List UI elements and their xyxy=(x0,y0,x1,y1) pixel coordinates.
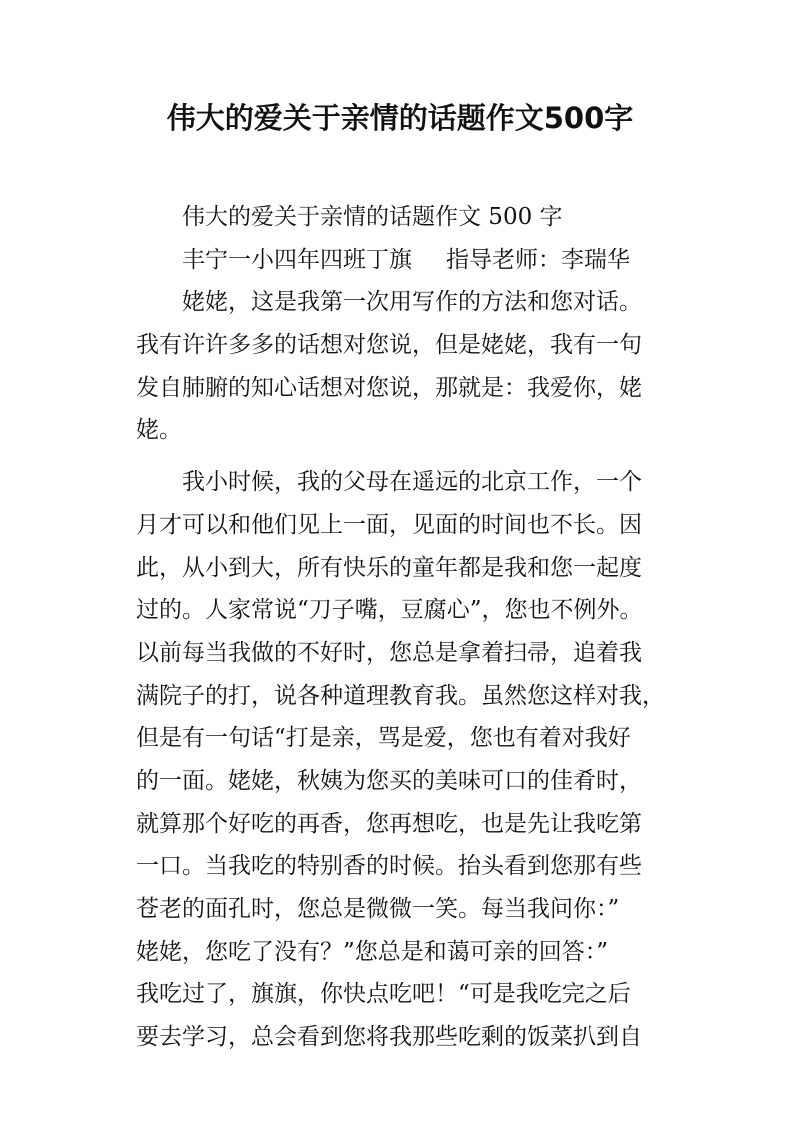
author-name: 丰宁一小四年四班丁旗 xyxy=(182,246,412,273)
text-line: 的一面。姥姥，秋姨为您买的美味可口的佳肴时， xyxy=(136,767,642,794)
author-line xyxy=(136,239,676,282)
text-line: 但是有一句话“打是亲，骂是爱，您也有着对我好 xyxy=(136,725,631,752)
text-line: 满院子的打，说各种道理教育我。虽然您这样对我， xyxy=(136,682,665,709)
text-line: 姥。 xyxy=(136,417,182,444)
text-line: 过的。人家常说“刀子嘴，豆腐心”，您也不例外。 xyxy=(136,597,643,624)
paragraph-1 xyxy=(136,281,676,452)
text-line: 我有许许多多的话想对您说，但是姥姥，我有一句 xyxy=(136,332,642,359)
document-body xyxy=(136,196,676,1059)
text-line: 姥姥，这是我第一次用写作的方法和您对话。 xyxy=(182,289,642,316)
teacher-name: 指导老师：李瑞华 xyxy=(446,246,630,273)
text-line: 发自肺腑的知心话想对您说，那就是：我爱你，姥 xyxy=(136,374,642,401)
text-line: 一口。当我吃的特别香的时候。抬头看到您那有些 xyxy=(136,853,642,880)
text-line: 姥姥，您吃了没有？”您总是和蔼可亲的回答：” xyxy=(136,938,609,965)
paragraph-2 xyxy=(136,461,676,1059)
text-line: 就算那个好吃的再香，您再想吃，也是先让我吃第 xyxy=(136,810,642,837)
subtitle: 伟大的爱关于亲情的话题作文 500 字 xyxy=(182,204,563,230)
text-line: 我吃过了，旗旗，你快点吃吧！“可是我吃完之后 xyxy=(136,981,631,1008)
document-title: 伟大的爱关于亲情的话题作文500字 xyxy=(166,101,634,135)
text-line: 月才可以和他们见上一面，见面的时间也不长。因 xyxy=(136,511,642,538)
text-line: 此，从小到大，所有快乐的童年都是我和您一起度 xyxy=(136,554,642,581)
text-line: 要去学习，总会看到您将我那些吃剩的饭菜扒到自 xyxy=(136,1024,642,1051)
text-line: 以前每当我做的不好时，您总是拿着扫帚，追着我 xyxy=(136,639,642,666)
text-line: 苍老的面孔时，您总是微微一笑。每当我问你：” xyxy=(136,896,620,922)
text-line: 我小时候，我的父母在遥远的北京工作，一个 xyxy=(182,469,642,496)
